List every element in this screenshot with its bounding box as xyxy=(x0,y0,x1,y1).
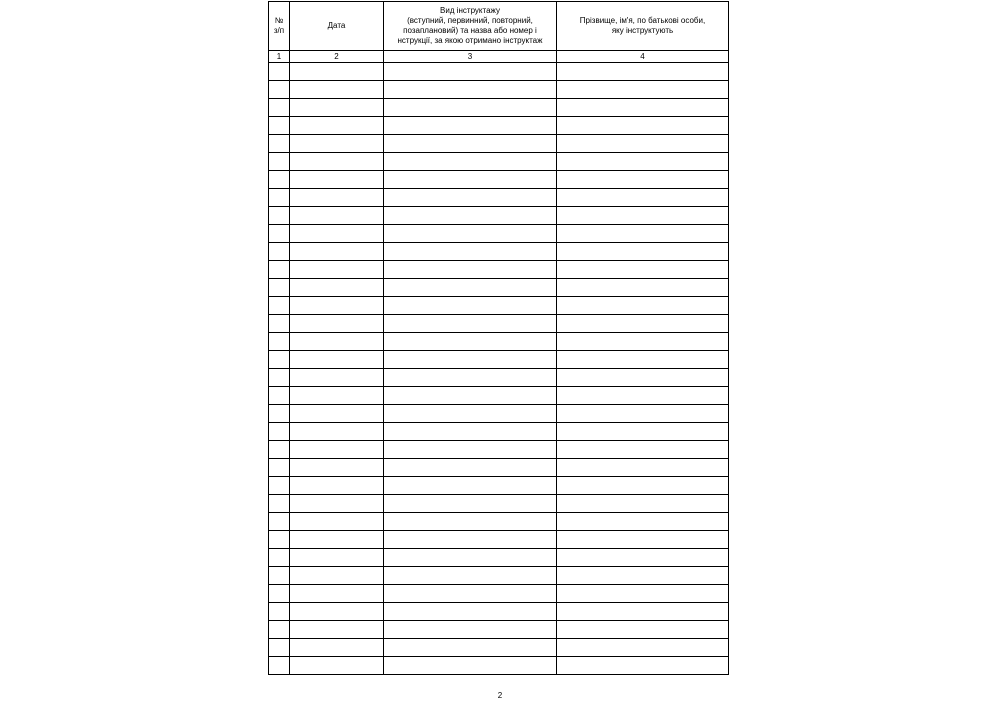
table-cell[interactable] xyxy=(557,621,729,639)
table-cell[interactable] xyxy=(557,225,729,243)
table-row xyxy=(269,369,729,387)
table-cell[interactable] xyxy=(269,495,290,513)
table-cell[interactable] xyxy=(384,495,557,513)
table-cell[interactable] xyxy=(269,99,290,117)
table-cell[interactable] xyxy=(269,585,290,603)
table-cell[interactable] xyxy=(269,297,290,315)
table-cell[interactable] xyxy=(384,657,557,675)
table-cell[interactable] xyxy=(384,279,557,297)
table-row xyxy=(269,441,729,459)
table-cell[interactable] xyxy=(269,81,290,99)
table-cell[interactable] xyxy=(269,423,290,441)
header-instruction-type: Вид інструктажу (вступний, первинний, повторний, позаплановий) та назва або номер і нструкції, за якою отримано інструктаж xyxy=(384,2,557,51)
table-cell[interactable] xyxy=(269,153,290,171)
table-cell[interactable] xyxy=(384,531,557,549)
table-cell[interactable] xyxy=(557,477,729,495)
table-cell[interactable] xyxy=(557,531,729,549)
table-row xyxy=(269,423,729,441)
table-row xyxy=(269,513,729,531)
table-cell[interactable] xyxy=(557,153,729,171)
table-cell[interactable] xyxy=(290,99,384,117)
table-cell[interactable] xyxy=(290,657,384,675)
table-cell[interactable] xyxy=(269,513,290,531)
table-cell[interactable] xyxy=(384,99,557,117)
table-cell[interactable] xyxy=(557,423,729,441)
table-cell[interactable] xyxy=(269,279,290,297)
table-cell[interactable] xyxy=(384,171,557,189)
table-cell[interactable] xyxy=(290,423,384,441)
table-cell[interactable] xyxy=(269,189,290,207)
table-row xyxy=(269,387,729,405)
table-row xyxy=(269,495,729,513)
table-cell[interactable] xyxy=(269,459,290,477)
table-cell[interactable] xyxy=(557,297,729,315)
table-cell[interactable] xyxy=(384,459,557,477)
table-cell[interactable] xyxy=(557,351,729,369)
table-cell[interactable] xyxy=(269,243,290,261)
table-cell[interactable] xyxy=(269,387,290,405)
table-cell[interactable] xyxy=(384,135,557,153)
table-cell[interactable] xyxy=(269,405,290,423)
instruction-log-table xyxy=(268,1,729,675)
table-cell[interactable] xyxy=(269,333,290,351)
table-cell[interactable] xyxy=(384,441,557,459)
table-row xyxy=(269,639,729,657)
table-cell[interactable] xyxy=(557,603,729,621)
table-row xyxy=(269,189,729,207)
table-cell[interactable] xyxy=(557,279,729,297)
table-cell[interactable] xyxy=(384,549,557,567)
page-number: 2 xyxy=(497,691,503,700)
table-cell[interactable] xyxy=(557,387,729,405)
table-cell[interactable] xyxy=(290,567,384,585)
table-cell[interactable] xyxy=(557,261,729,279)
table-cell[interactable] xyxy=(290,315,384,333)
table-cell[interactable] xyxy=(269,531,290,549)
table-cell[interactable] xyxy=(557,81,729,99)
entries-body xyxy=(269,63,729,675)
table-cell[interactable] xyxy=(269,117,290,135)
table-row xyxy=(269,243,729,261)
table-cell[interactable] xyxy=(269,567,290,585)
table-cell[interactable] xyxy=(557,585,729,603)
table-cell[interactable] xyxy=(384,81,557,99)
table-row xyxy=(269,279,729,297)
table-cell[interactable] xyxy=(384,567,557,585)
table-cell[interactable] xyxy=(290,261,384,279)
table-cell[interactable] xyxy=(557,459,729,477)
table-row xyxy=(269,261,729,279)
table-cell[interactable] xyxy=(557,657,729,675)
table-cell[interactable] xyxy=(384,189,557,207)
table-cell[interactable] xyxy=(557,639,729,657)
header-date: Дата xyxy=(290,2,384,51)
table-cell[interactable] xyxy=(384,261,557,279)
table-cell[interactable] xyxy=(384,225,557,243)
table-row xyxy=(269,567,729,585)
table-row xyxy=(269,459,729,477)
table-cell[interactable] xyxy=(290,153,384,171)
column-number: 3 xyxy=(384,51,557,63)
table-cell[interactable] xyxy=(290,405,384,423)
table-cell[interactable] xyxy=(290,225,384,243)
table-row xyxy=(269,225,729,243)
table-cell[interactable] xyxy=(384,477,557,495)
table-cell[interactable] xyxy=(557,333,729,351)
table-cell[interactable] xyxy=(290,189,384,207)
table-row xyxy=(269,315,729,333)
table-cell[interactable] xyxy=(290,441,384,459)
table-cell[interactable] xyxy=(557,495,729,513)
table-cell[interactable] xyxy=(557,441,729,459)
table-cell[interactable] xyxy=(290,117,384,135)
table-cell[interactable] xyxy=(269,369,290,387)
table-cell[interactable] xyxy=(269,639,290,657)
table-cell[interactable] xyxy=(557,171,729,189)
table-cell[interactable] xyxy=(290,81,384,99)
table-row xyxy=(269,153,729,171)
table-row xyxy=(269,477,729,495)
table-cell[interactable] xyxy=(290,531,384,549)
table-cell[interactable] xyxy=(290,603,384,621)
table-cell[interactable] xyxy=(290,279,384,297)
table-cell[interactable] xyxy=(557,189,729,207)
table-row xyxy=(269,351,729,369)
table-cell[interactable] xyxy=(384,207,557,225)
table-row xyxy=(269,99,729,117)
table-row xyxy=(269,405,729,423)
table-cell[interactable] xyxy=(557,99,729,117)
table-cell[interactable] xyxy=(384,585,557,603)
table-cell[interactable] xyxy=(290,351,384,369)
table-cell[interactable] xyxy=(384,387,557,405)
table-cell[interactable] xyxy=(290,639,384,657)
table-cell[interactable] xyxy=(269,261,290,279)
table-cell[interactable] xyxy=(384,639,557,657)
table-cell[interactable] xyxy=(384,351,557,369)
table-cell[interactable] xyxy=(384,63,557,81)
table-cell[interactable] xyxy=(384,369,557,387)
table-cell[interactable] xyxy=(557,549,729,567)
table-cell[interactable] xyxy=(384,513,557,531)
table-cell[interactable] xyxy=(290,513,384,531)
table-cell[interactable] xyxy=(269,477,290,495)
header-row xyxy=(269,2,729,51)
table-cell[interactable] xyxy=(384,315,557,333)
table-cell[interactable] xyxy=(269,171,290,189)
table-cell[interactable] xyxy=(290,459,384,477)
table-cell[interactable] xyxy=(557,567,729,585)
table-cell[interactable] xyxy=(269,225,290,243)
column-number-row xyxy=(269,51,729,63)
table-row xyxy=(269,549,729,567)
table-cell[interactable] xyxy=(269,135,290,153)
table-row xyxy=(269,135,729,153)
table-row xyxy=(269,207,729,225)
table-cell[interactable] xyxy=(290,477,384,495)
table-cell[interactable] xyxy=(290,135,384,153)
table-row xyxy=(269,63,729,81)
table-row xyxy=(269,531,729,549)
table-cell[interactable] xyxy=(269,63,290,81)
table-row xyxy=(269,117,729,135)
table-cell[interactable] xyxy=(384,333,557,351)
table-cell[interactable] xyxy=(269,621,290,639)
table-cell[interactable] xyxy=(384,117,557,135)
table-cell[interactable] xyxy=(290,585,384,603)
table-cell[interactable] xyxy=(290,549,384,567)
table-cell[interactable] xyxy=(557,207,729,225)
table-cell[interactable] xyxy=(557,369,729,387)
table-row xyxy=(269,657,729,675)
table-cell[interactable] xyxy=(290,621,384,639)
table-cell[interactable] xyxy=(290,63,384,81)
table-cell[interactable] xyxy=(269,315,290,333)
header-person-name: Прізвище, ім'я, по батькові особи, яку інструктують xyxy=(557,2,729,51)
column-number: 4 xyxy=(557,51,729,63)
column-number: 1 xyxy=(269,51,290,63)
table-cell[interactable] xyxy=(290,297,384,315)
table-cell[interactable] xyxy=(384,297,557,315)
table-cell[interactable] xyxy=(269,549,290,567)
table-cell[interactable] xyxy=(290,243,384,261)
table-row xyxy=(269,297,729,315)
table-cell[interactable] xyxy=(384,153,557,171)
table-cell[interactable] xyxy=(290,369,384,387)
table-cell[interactable] xyxy=(269,657,290,675)
table-cell[interactable] xyxy=(290,207,384,225)
table-cell[interactable] xyxy=(290,387,384,405)
table-cell[interactable] xyxy=(384,621,557,639)
table-cell[interactable] xyxy=(384,423,557,441)
table-cell[interactable] xyxy=(384,243,557,261)
table-cell[interactable] xyxy=(269,441,290,459)
table-cell[interactable] xyxy=(557,315,729,333)
header-number: № з/п xyxy=(269,2,290,51)
table-cell[interactable] xyxy=(557,513,729,531)
table-cell[interactable] xyxy=(290,495,384,513)
table-cell[interactable] xyxy=(290,333,384,351)
table-cell[interactable] xyxy=(557,63,729,81)
table-cell[interactable] xyxy=(290,171,384,189)
table-row xyxy=(269,333,729,351)
table-cell[interactable] xyxy=(269,207,290,225)
table-cell[interactable] xyxy=(557,243,729,261)
table-cell[interactable] xyxy=(557,135,729,153)
table-cell[interactable] xyxy=(557,405,729,423)
table-cell[interactable] xyxy=(269,351,290,369)
table-row xyxy=(269,621,729,639)
table-row xyxy=(269,585,729,603)
table-cell[interactable] xyxy=(384,405,557,423)
table-cell[interactable] xyxy=(269,603,290,621)
table-row xyxy=(269,81,729,99)
table-row xyxy=(269,171,729,189)
table-cell[interactable] xyxy=(557,117,729,135)
column-number: 2 xyxy=(290,51,384,63)
table-row xyxy=(269,603,729,621)
table-cell[interactable] xyxy=(384,603,557,621)
